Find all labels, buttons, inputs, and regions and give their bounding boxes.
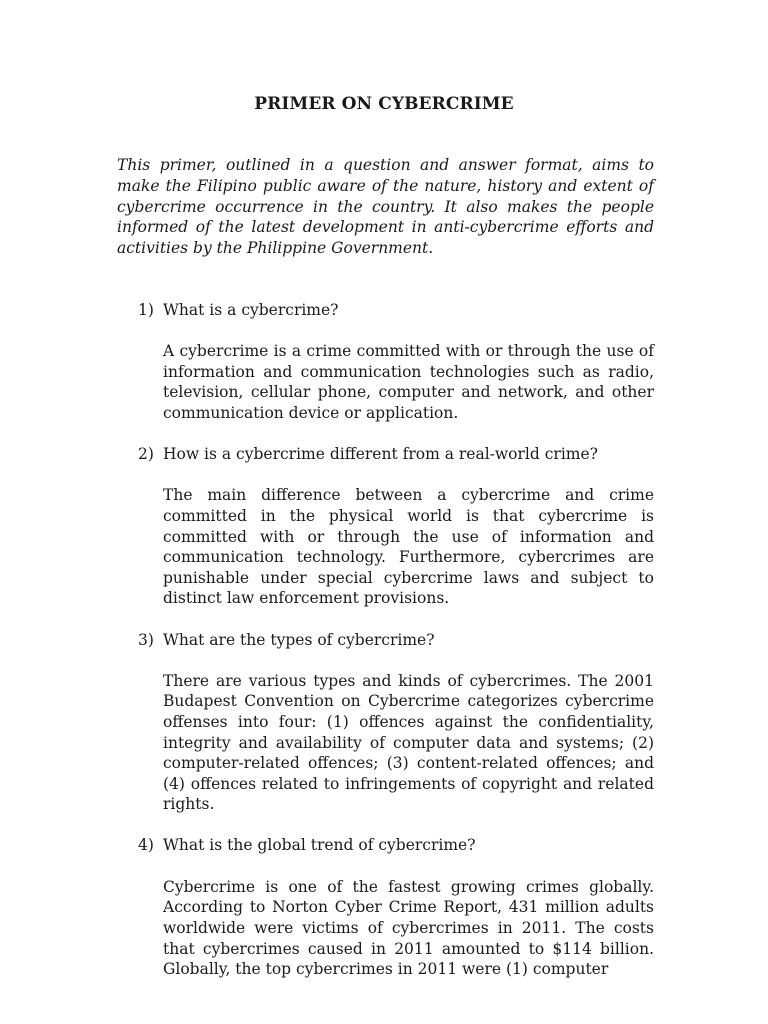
qa-item-2 <box>138 444 654 609</box>
answer-4: Cybercrime is one of the fastest growing crimes globally. According to Norton Cyber Crime Report, 431 million adults worldwide were victims of cybercrimes in 2011. The costs that cybercrimes caused in 2011 amounted to $114 billion. Globally, the top cybercrimes in 2011 were (1) computer <box>163 877 654 979</box>
question-number: 3) <box>138 630 154 649</box>
qa-item-1 <box>138 300 654 424</box>
question-text: What is the global trend of cybercrime? <box>163 836 476 855</box>
answer-2: The main difference between a cybercrime and crime committed in the physical world is that cybercrime is committed with or through the use of information and communication technology. Furthermore, cybercrimes are punishable under special cybercrime laws and subject to distinct law enforcement provisions. <box>163 486 654 608</box>
question-text: What are the types of cybercrime? <box>163 630 435 649</box>
qa-item-3 <box>138 630 654 815</box>
document-title: PRIMER ON CYBERCRIME <box>254 94 514 114</box>
question-3 <box>138 630 654 651</box>
question-number: 2) <box>138 445 154 464</box>
intro-paragraph: This primer, outlined in a question and answer format, aims to make the Filipino public aware of the nature, history and extent of cybercrime occurrence in the country. It also makes the people informed of the latest development in anti-cybercrime efforts and activities by the Philippine Government. <box>117 156 654 258</box>
answer-1: A cybercrime is a crime committed with or through the use of information and communication technologies such as radio, television, cellular phone, computer and network, and other communication device or application. <box>163 342 654 423</box>
question-text: How is a cybercrime different from a real-world crime? <box>163 445 598 464</box>
question-number: 1) <box>138 301 154 319</box>
question-number: 4) <box>138 836 154 855</box>
qa-item-4 <box>138 835 654 979</box>
question-4 <box>138 835 654 856</box>
question-2 <box>138 444 654 465</box>
answer-3: There are various types and kinds of cybercrimes. The 2001 Budapest Convention on Cybercrime categorizes cybercrime offenses into four: (1) offences against the confidentiality, integrity and availability of computer data and systems; (2) computer-related offences; (3) content-related offences; and (4) offences related to infringements of copyright and related rights. <box>163 671 654 814</box>
question-1 <box>138 300 654 321</box>
qa-list <box>138 300 654 980</box>
question-text: What is a cybercrime? <box>163 301 339 319</box>
